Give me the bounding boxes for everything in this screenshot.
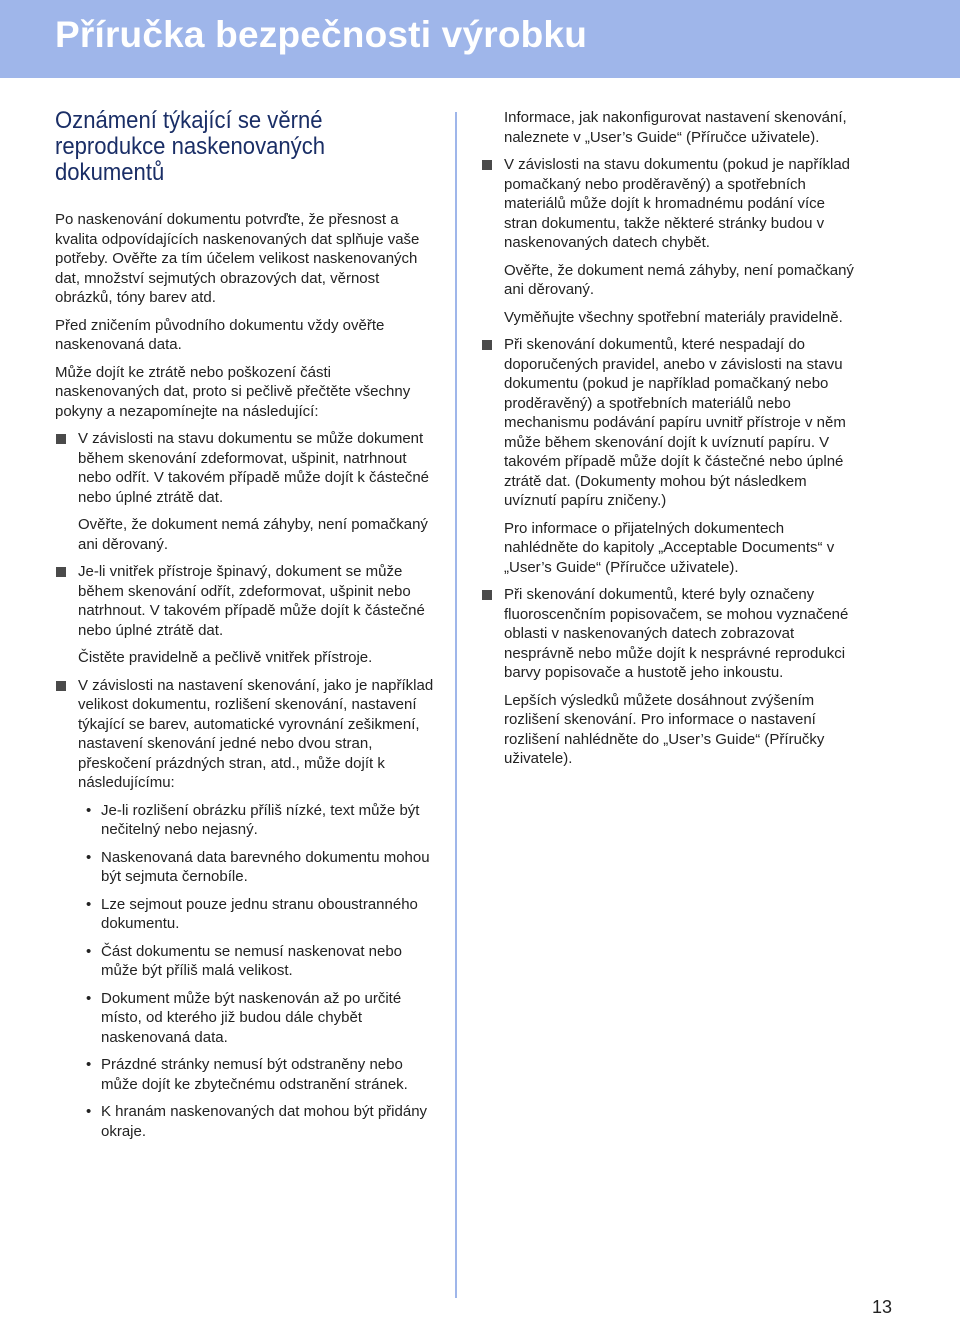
sub-bullet-item: [55, 848, 435, 887]
bullet-text: V závislosti na stavu dokumentu (pokud je například pomačkaný nebo proděravěný) a spotřebních materiálů může dojít k hromadnému podání více stran dokumentu, takže některé stránky budou v naskenovaných datech chybět.: [504, 156, 851, 251]
bullet-note: Ověřte, že dokument nemá záhyby, není pomačkaný ani děrovaný.: [78, 516, 428, 553]
square-bullet-icon: [56, 434, 66, 444]
dot-bullet-icon: •: [86, 1056, 92, 1073]
dot-bullet-icon: •: [86, 895, 92, 913]
bullet-text: V závislosti na nastavení skenování, jako je například velikost dokumentu, rozlišení skenování, nastavení týkající se barev, automatické vyrovnání zešikmení, nastavení skenování jedné nebo dvou stran, přeskočení prázdných stran, atd., může dojít k následujícímu:: [78, 676, 434, 791]
bullet-text: V závislosti na stavu dokumentu se může dokument během skenování zdeformovat, ušpinit, natrhnout nebo odřít. V takovém případě může dojít k částečné nebo úplné ztrátě dat.: [78, 430, 430, 506]
dot-bullet-icon: •: [86, 801, 92, 819]
sub-bullet-text: Část dokumentu se nemusí naskenovat nebo může být příliš malá velikost.: [101, 942, 403, 979]
dot-bullet-icon: •: [86, 848, 92, 866]
square-bullet-icon: [56, 681, 66, 691]
page-number: 13: [872, 1297, 893, 1317]
sub-bullet-text: K hranám naskenovaných dat mohou být přidány okraje.: [101, 1103, 428, 1140]
bullet-text: Při skenování dokumentů, které byly označeny fluoroscenčním popisovačem, se mohou vyznačené oblasti v naskenovaných datech zobrazovat nesprávně nebo může dojít k nesprávné reprodukci barvy popisovače a hustotě jeho inkoustu.: [504, 586, 849, 681]
square-bullet-icon: [56, 567, 66, 577]
bullet-note: Vyměňujte všechny spotřební materiály pravidelně.: [504, 308, 843, 326]
bullet-item: [55, 562, 435, 640]
square-bullet-icon: [482, 160, 492, 170]
sub-bullet-item: [55, 942, 435, 981]
sub-bullet-text: Naskenovaná data barevného dokumentu mohou být sejmuta černobíle.: [101, 848, 430, 885]
bullet-item: [481, 155, 861, 253]
bullet-note: Pro informace o přijatelných dokumentech nahlédněte do kapitoly „Acceptable Documents“ v „User’s Guide“ (Příručce uživatele).: [504, 519, 835, 576]
settings-info-paragraph: Informace, jak nakonfigurovat nastavení skenování, naleznete v „User’s Guide“ (Příručce uživatele).: [504, 109, 847, 146]
right-column: [481, 108, 861, 777]
dot-bullet-icon: •: [86, 989, 92, 1007]
sub-bullet-item: [55, 1055, 435, 1094]
sub-bullet-item: [55, 1102, 435, 1141]
square-bullet-icon: [482, 340, 492, 350]
warning-paragraph: Může dojít ke ztrátě nebo poškození části naskenovaných dat, proto si pečlivě přečtěte všechny pokyny a nezapomínejte na následující:: [55, 363, 411, 420]
column-divider: [455, 112, 457, 1298]
intro-paragraph: Po naskenování dokumentu potvrďte, že přesnost a kvalita odpovídajících naskenovaných dat splňuje vaše potřeby. Ověřte za tím účelem velikost naskenovaných dat, množství sejmutých obrazových dat, věrnost obrázků, tóny barev atd.: [55, 211, 420, 306]
bullet-text: Při skenování dokumentů, které nespadají do doporučených pravidel, anebo v závislosti na stavu dokumentu (pokud je například pomačkaný nebo proděravěný) a spotřebních materiálů nebo mechanismu podávání papíru uvnitř přístroje v něm může během skenování dojít k uvíznutí papíru. V takovém případě může dojít k částečné nebo úplné ztrátě dat. (Dokumenty mohou být následkem uvíznutí papíru zničeny.): [504, 336, 846, 509]
sub-bullet-item: [55, 989, 435, 1048]
sub-bullet-item: [55, 801, 435, 840]
bullet-note: Lepších výsledků můžete dosáhnout zvýšením rozlišení skenování. Pro informace o nastavení rozlišení nahlédněte do „User’s Guide“ (Příručky uživatele).: [504, 691, 825, 767]
left-column: [55, 108, 435, 1149]
dot-bullet-icon: •: [86, 942, 92, 960]
dot-bullet-icon: •: [86, 1103, 92, 1120]
sub-bullet-item: [55, 895, 435, 934]
bullet-item: [481, 335, 861, 511]
square-bullet-icon: [482, 590, 492, 600]
bullet-item: [55, 429, 435, 507]
header-banner: [0, 0, 960, 78]
bullet-item: [55, 676, 435, 793]
page-title: Příručka bezpečnosti výrobku: [55, 14, 588, 55]
section-title: Oznámení týkající se věrné reprodukce naskenovaných dokumentů: [55, 107, 326, 186]
sub-bullet-text: Dokument může být naskenován až po určité místo, od kterého již budou dále chybět naskenovaná data.: [101, 989, 402, 1046]
verify-paragraph: Před zničením původního dokumentu vždy ověřte naskenovaná data.: [55, 316, 385, 353]
bullet-note: Ověřte, že dokument nemá záhyby, není pomačkaný ani děrovaný.: [504, 261, 854, 298]
sub-bullet-text: Lze sejmout pouze jednu stranu oboustranného dokumentu.: [101, 895, 418, 932]
bullet-note: Čistěte pravidelně a pečlivě vnitřek přístroje.: [78, 649, 373, 666]
sub-bullet-text: Je-li rozlišení obrázku příliš nízké, text může být nečitelný nebo nejasný.: [101, 801, 420, 838]
bullet-text: Je-li vnitřek přístroje špinavý, dokument se může během skenování odřít, zdeformovat, ušpinit nebo natrhnout. V takovém případě může dojít k částečné nebo úplné ztrátě dat.: [78, 563, 425, 639]
sub-bullet-text: Prázdné stránky nemusí být odstraněny nebo může dojít ke zbytečnému odstranění stránek.: [101, 1056, 408, 1093]
bullet-item: [481, 585, 861, 683]
